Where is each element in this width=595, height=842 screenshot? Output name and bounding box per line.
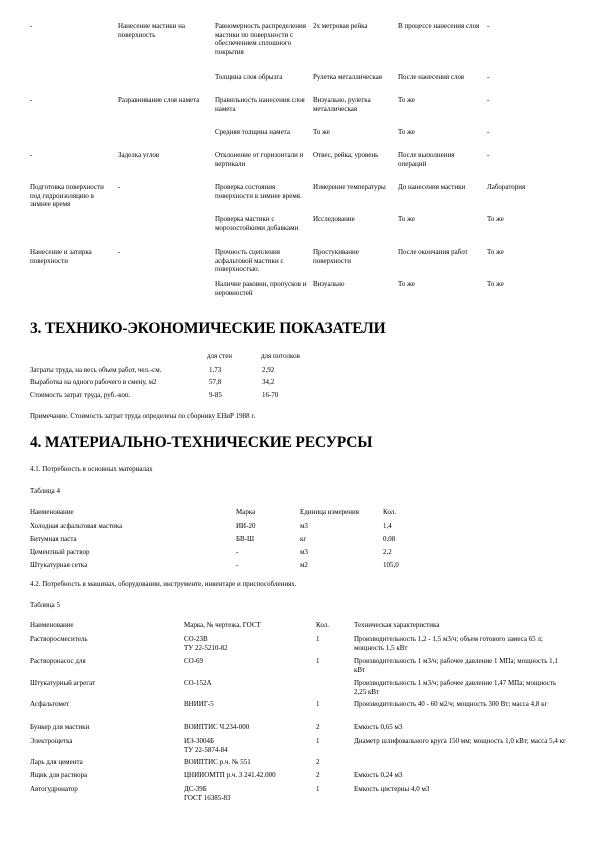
section4-2-heading: 4.2. Потребность в машинах, оборудовании, инструменте, инвентаре и приспособлениях.: [30, 580, 297, 588]
qc-cell-c5: Простукивание поверхности: [313, 248, 359, 265]
section4-title: 4. МАТЕРИАЛЬНО-ТЕХНИЧЕСКИЕ РЕСУРСЫ: [30, 434, 373, 451]
table5-cell: Штукатурный агрегат: [30, 679, 96, 687]
qc-cell-c7: -: [487, 96, 490, 104]
te-row-value: 2,92: [262, 366, 275, 374]
qc-cell-c6: После выполнения операций: [398, 151, 455, 168]
qc-cell-c4: Проверка мастики с морозостойкими добавками: [215, 215, 299, 232]
table4-cell: Штукатурная сетка: [30, 561, 88, 569]
table5-cell: СО-23В ТУ 22-5210-82: [184, 635, 228, 652]
qc-cell-c7: То же: [487, 215, 504, 223]
qc-cell-c6: После нанесения слоя: [398, 73, 465, 81]
table5-cell: 2: [316, 723, 320, 731]
table5-cell: ДС-39Б ГОСТ 16385-83: [184, 785, 231, 802]
qc-cell-c5: Исследование: [313, 215, 355, 223]
te-row-value: 57,8: [209, 378, 222, 386]
table5-cell: Производительность 40 - 60 м2/ч; мощность 300 Вт; масса 4,8 кг: [354, 700, 548, 708]
table5-caption: Таблица 5: [30, 601, 60, 609]
table5-cell: ВОИПТИС р.ч. № 551: [184, 758, 251, 766]
table5-cell: Емкость цистерны 4,0 м3: [354, 785, 430, 793]
table4-cell: Битумная паста: [30, 535, 77, 543]
te-col-header-walls: для стен: [207, 352, 233, 360]
qc-cell-c4: Равномерность распределения мастики по поверхности с обеспечением сплошного покрытия: [215, 22, 306, 56]
qc-cell-c5: Измерение температуры: [313, 183, 386, 191]
qc-cell-c5: То же: [313, 128, 330, 136]
table4-cell: м3: [300, 522, 308, 530]
qc-cell-c4: Толщина слоя обрызга: [215, 73, 283, 81]
table5-cell: ЦНИИОМТП р.ч. 3 241.42.000: [184, 771, 276, 779]
table5-cell: Диаметр шлифовального круга 150 мм; мощность 1,0 кВт; масса 5,4 кг: [354, 737, 566, 745]
qc-cell-c7: То же: [487, 248, 504, 256]
qc-cell-c4: Прочность сцепления асфальтовой мастики с поверхностью.: [215, 248, 284, 274]
qc-cell-c7: Лаборатория: [487, 183, 526, 191]
table4-cell: 0,08: [383, 535, 396, 543]
qc-cell-c4: Правильность нанесения слоя намета: [215, 96, 305, 113]
qc-cell-c7: -: [487, 151, 490, 159]
qc-cell-c7: -: [487, 128, 490, 136]
te-row-value: 34,2: [262, 378, 275, 386]
table4-cell: ИИ-20: [236, 522, 256, 530]
table4-cell: -: [236, 548, 239, 556]
table5-cell: СО-69: [184, 657, 204, 665]
qc-cell-c3: Заделка углов: [118, 151, 160, 159]
te-col-header-ceilings: для потолков: [261, 352, 300, 360]
qc-cell-c6: В процессе нанесения слоя: [398, 22, 480, 30]
qc-cell-c7: То же: [487, 280, 504, 288]
te-row-label: Затраты труда, на весь объем работ, чел.-см.: [30, 366, 162, 374]
table5-cell: СО-152А: [184, 679, 212, 687]
qc-cell-c1: Подготовка поверхности под гидроизоляцию в зимнее время: [30, 183, 104, 209]
table5-cell: Растворосмеситель: [30, 635, 88, 643]
table4-cell: м3: [300, 548, 308, 556]
qc-cell-c4: Средняя толщина намета: [215, 128, 290, 136]
table5-cell: Производительность 1 м3/ч; рабочее давление 1,47 МПа; мощность 2,25 кВт: [354, 679, 557, 696]
qc-cell-c1: Нанесение и затирка поверхности: [30, 248, 92, 265]
table4-cell: БВ-Ш: [236, 535, 255, 543]
table4-caption: Таблица 4: [30, 487, 60, 495]
table5-cell: Емкость 0,24 м3: [354, 771, 403, 779]
qc-cell-c5: Визуально: [313, 280, 345, 288]
qc-cell-c5: Визуально, рулетка металлическая: [313, 96, 371, 113]
table5-cell: 2: [316, 758, 320, 766]
te-note: Примечание. Стоимость затрат труда определена по сборнику ЕНиР 1988 г.: [30, 412, 256, 420]
table4-cell: Холодная асфальтовая мастика: [30, 522, 123, 530]
te-row-label: Выработка на одного рабочего в смену, м2: [30, 378, 157, 386]
table4-cell: м2: [300, 561, 308, 569]
table5-cell: Растворонасос для: [30, 657, 86, 665]
table5-cell: Производительность 1,2 - 1,5 м3/ч; объем готового замеса 65 л; мощность 1,5 кВт: [354, 635, 543, 652]
table5-header: Наименование: [30, 621, 74, 629]
table5-cell: 1: [316, 785, 320, 793]
table4-cell: 105,0: [383, 561, 399, 569]
table5-cell: ИЭ-3004Б ТУ 22-5874-84: [184, 737, 228, 754]
table5-cell: 1: [316, 700, 320, 708]
qc-cell-c4: Отклонение от горизонтали и вертикали: [215, 151, 304, 168]
qc-cell-c6: То же: [398, 215, 415, 223]
table4-header: Наименование: [30, 508, 74, 516]
te-row-value: 16-70: [262, 391, 279, 399]
table5-cell: Электрощетка: [30, 737, 73, 745]
table5-cell: Ящик для раствора: [30, 771, 88, 779]
table5-header: Техническая характеристика: [354, 621, 440, 629]
qc-cell-c3: Разравнивание слоя намета: [118, 96, 200, 104]
qc-cell-c3: Нанесение мастики на поверхность: [118, 22, 185, 39]
table4-cell: Цементный раствор: [30, 548, 90, 556]
qc-cell-c4: Проверка состояния поверхности в зимнее время.: [215, 183, 302, 200]
section4-1-heading: 4.1. Потребность в основных материалах: [30, 465, 153, 473]
qc-cell-c2: -: [118, 183, 121, 191]
qc-cell-c6: То же: [398, 128, 415, 136]
qc-cell-c7: -: [487, 22, 490, 30]
te-row-value: 1,73: [209, 366, 222, 374]
table4-cell: кг: [300, 535, 307, 543]
te-row-value: 9-85: [209, 391, 222, 399]
table4-header: Кол.: [383, 508, 396, 516]
table4-header: Единица измерения: [300, 508, 359, 516]
section3-title: 3. ТЕХНИКО-ЭКОНОМИЧЕСКИЕ ПОКАЗАТЕЛИ: [30, 320, 386, 337]
table5-header: Кол.: [316, 621, 329, 629]
qc-cell-c6: До нанесения мастики: [398, 183, 466, 191]
qc-cell-c5: Отвес, рейка, уровень: [313, 151, 379, 159]
qc-cell-c7: -: [487, 73, 490, 81]
table5-cell: Производительность 1 м3/ч; рабочее давление 1 МПа; мощность 1,1 кВт: [354, 657, 558, 674]
qc-cell-c4: Наличие раковин, пропусков и неровностей: [215, 280, 307, 297]
table4-cell: -: [236, 561, 239, 569]
te-row-label: Стоимость затрат труда, руб.-коп.: [30, 391, 131, 399]
table5-header: Марка, № чертежа, ГОСТ: [184, 621, 261, 629]
qc-cell-c1: -: [30, 96, 33, 104]
table5-cell: 1: [316, 657, 320, 665]
table5-cell: 1: [316, 737, 320, 745]
qc-cell-c5: Рулетка металлическая: [313, 73, 383, 81]
table5-cell: ВНИИГ-5: [184, 700, 214, 708]
table5-cell: ВОИПТИС Ч.234-000: [184, 723, 250, 731]
qc-cell-c1: -: [30, 22, 33, 30]
table5-cell: 2: [316, 771, 320, 779]
table5-cell: 1: [316, 635, 320, 643]
qc-cell-c1: -: [30, 151, 33, 159]
qc-cell-c6: То же: [398, 96, 415, 104]
table5-cell: Ларь для цемента: [30, 758, 83, 766]
table5-cell: Бункер для мастики: [30, 723, 90, 731]
qc-cell-c6: После окончания работ: [398, 248, 468, 256]
table5-cell: Асфальтомет: [30, 700, 70, 708]
table4-cell: 2,2: [383, 548, 392, 556]
table4-header: Марка: [236, 508, 256, 516]
qc-cell-c5: 2х метровая рейка: [313, 22, 368, 30]
qc-cell-c6: То же: [398, 280, 415, 288]
table5-cell: Автогудронатор: [30, 785, 78, 793]
qc-cell-c2: -: [118, 248, 121, 256]
table4-cell: 1,4: [383, 522, 392, 530]
table5-cell: Емкость 0,65 м3: [354, 723, 403, 731]
